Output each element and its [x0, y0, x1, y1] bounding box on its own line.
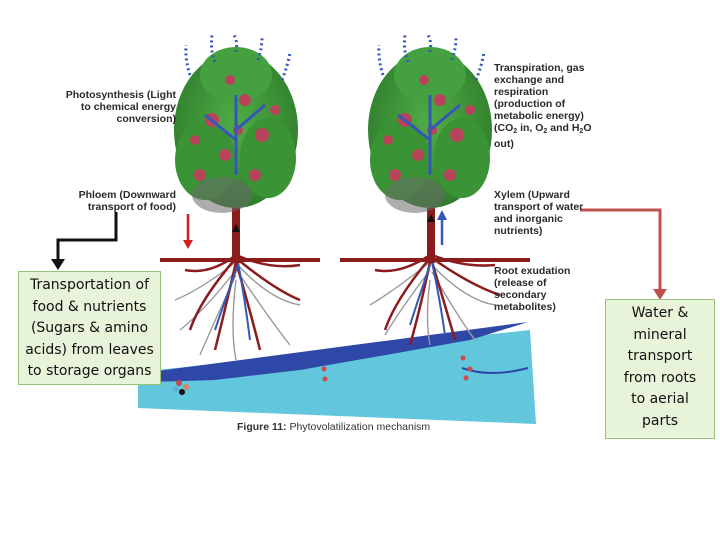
- figure-caption: [237, 421, 430, 433]
- figure-number: Figure 11:: [237, 421, 287, 433]
- label-xylem: Xylem (Upward transport of water and inorganic nutrients): [494, 189, 584, 237]
- left-tree: [160, 35, 320, 360]
- label-root-exudation: Root exudation (release of secondary metabolites): [494, 265, 571, 313]
- annotation-box-food-transport: Transportation of food & nutrients (Sugars & amino acids) from leaves to storage organs: [18, 271, 161, 385]
- left-connector-arrowhead: [51, 259, 65, 270]
- label-phloem: Phloem (Downward transport of food): [78, 189, 176, 213]
- label-transpiration: Transpiration, gas exchange and respiration (production of metabolic energy) ($CO_2$ in, $O_2$ and $H_2O$ out): [494, 62, 592, 150]
- figure-title: Phytovolatilization mechanism: [286, 421, 431, 433]
- label-photosynthesis: Photosynthesis (Light to chemical energy conversion): [65, 89, 176, 125]
- left-connector-arrow: [58, 212, 116, 262]
- annotation-box-water-transport: Water & mineral transport from roots to aerial parts: [605, 299, 715, 439]
